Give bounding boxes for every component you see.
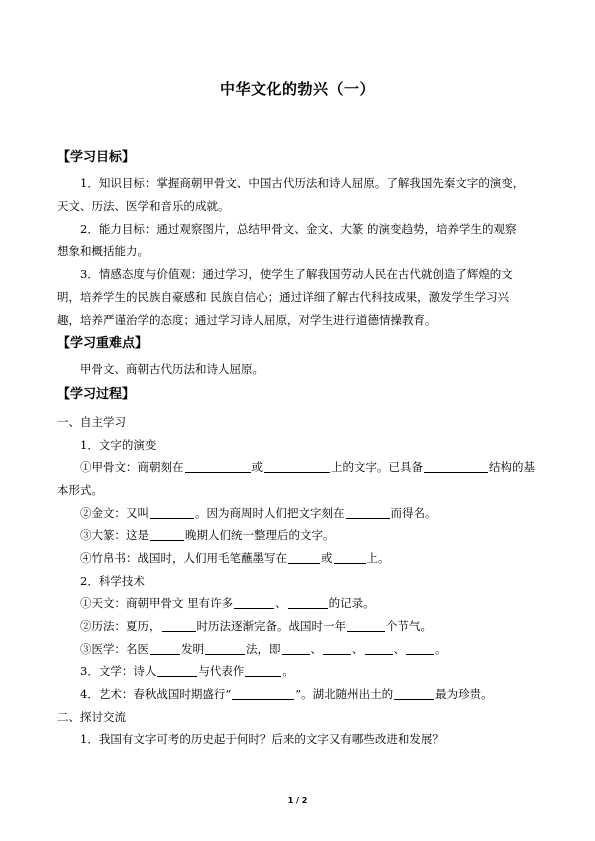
- medicine-text-d: 、: [310, 642, 322, 656]
- blank-field[interactable]: [288, 596, 328, 609]
- medicine-text-b: 发明: [181, 642, 204, 656]
- page-title: 中华文化的勃兴（一）: [219, 80, 375, 98]
- goal-3-line-3: 趣，培养严谨治学的态度；通过学习诗人屈原，对学生进行道德情操教育。: [57, 313, 437, 327]
- calendar-text-a: ②历法：夏历，: [80, 619, 161, 633]
- goal-3-line-1: 3．情感态度与价值观：通过学习，使学生了解我国劳动人民在古代就创造了辉煌的文: [80, 267, 513, 281]
- art-text-c: 最为珍贵。: [435, 687, 493, 701]
- goal-2-line-1: 2．能力目标：通过观察图片，总结甲骨文、金文、大篆 的演变趋势，培养学生的观察: [80, 222, 517, 236]
- blank-field[interactable]: [157, 664, 197, 677]
- goal-2-line-2: 想象和概括能力。: [57, 244, 149, 258]
- section-heading-goals: 【学习目标】: [57, 150, 136, 165]
- bamboo-text-c: 上。: [366, 551, 390, 565]
- blank-field[interactable]: [323, 642, 351, 655]
- blank-field[interactable]: [185, 460, 251, 473]
- section-heading-process: 【学习过程】: [57, 387, 136, 402]
- oracle-bone-text-c: 上的文字。已具备: [331, 460, 423, 474]
- bronze-text-a: ②金文：又叫: [80, 506, 149, 520]
- blank-field[interactable]: [150, 528, 184, 541]
- question-1: 1．我国有文字可考的历史起于何时？后来的文字又有哪些改进和发展？: [80, 732, 444, 746]
- art-line: [80, 687, 493, 702]
- blank-field[interactable]: [424, 460, 488, 473]
- medicine-text-a: ③医学：名医: [80, 642, 149, 656]
- blank-field[interactable]: [334, 551, 366, 564]
- blank-field[interactable]: [288, 551, 320, 564]
- bamboo-text-a: ④竹帛书：战国时，人们用毛笔蘸墨写在: [80, 551, 287, 565]
- great-seal-line: [80, 528, 335, 543]
- blank-field[interactable]: [282, 642, 310, 655]
- oracle-bone-text-d: 结构的基: [489, 460, 535, 474]
- part-1-heading: 一、自主学习: [57, 415, 126, 429]
- blank-field[interactable]: [234, 596, 274, 609]
- blank-field[interactable]: [347, 619, 385, 632]
- calendar-text-c: 个节气。: [386, 619, 432, 633]
- item-1-heading: 1．文字的演变: [80, 438, 157, 452]
- blank-field[interactable]: [245, 664, 281, 677]
- astronomy-text-b: 、: [275, 596, 287, 610]
- medicine-line: [80, 642, 447, 657]
- item-2-heading: 2．科学技术: [80, 574, 145, 588]
- oracle-bone-line-2: 本形式。: [57, 483, 103, 497]
- bamboo-silk-line: [80, 551, 390, 566]
- literature-text-b: 与代表作: [198, 664, 245, 678]
- medicine-text-g: 。: [435, 642, 447, 656]
- art-text-a: 4．艺术：春秋战国时期盛行“: [80, 687, 232, 701]
- art-text-b: ”。湖北随州出土的: [295, 687, 394, 701]
- blank-field[interactable]: [365, 642, 393, 655]
- goal-1-line-2: 天文、历法、医学和音乐的成就。: [57, 199, 230, 213]
- bronze-text-c: 而得名。: [390, 506, 437, 520]
- medicine-text-c: 法，即: [246, 642, 281, 656]
- blank-field[interactable]: [232, 687, 294, 700]
- calendar-line: [80, 619, 432, 634]
- page-number: 1 / 2: [287, 796, 308, 805]
- blank-field[interactable]: [394, 687, 434, 700]
- medicine-text-e: 、: [352, 642, 364, 656]
- blank-field[interactable]: [346, 506, 390, 519]
- calendar-text-b: 时历法逐渐完备。战国时一年: [196, 619, 346, 633]
- great-seal-text-b: 晚期人们统一整理后的文字。: [185, 528, 335, 542]
- section-heading-key-points: 【学习重难点】: [57, 336, 149, 351]
- literature-text-c: 。: [282, 664, 294, 678]
- oracle-bone-text-b: 或: [251, 460, 263, 474]
- blank-field[interactable]: [162, 619, 196, 632]
- blank-field[interactable]: [406, 642, 434, 655]
- medicine-text-f: 、: [393, 642, 405, 656]
- bronze-script-line: [80, 506, 437, 521]
- bronze-text-b: 。因为商周时人们把文字刻在: [195, 506, 345, 520]
- blank-field[interactable]: [150, 506, 194, 519]
- blank-field[interactable]: [264, 460, 330, 473]
- astronomy-text-c: 的记录。: [328, 596, 375, 610]
- blank-field[interactable]: [205, 642, 245, 655]
- astronomy-text-a: ①天文：商朝甲骨文 里有许多: [80, 596, 234, 610]
- bamboo-text-b: 或: [321, 551, 333, 565]
- blank-field[interactable]: [150, 642, 180, 655]
- goal-1-line-1: 1．知识目标：掌握商朝甲骨文、中国古代历法和诗人屈原。了解我国先秦文字的演变，: [80, 176, 525, 190]
- oracle-bone-line: [80, 460, 535, 475]
- great-seal-text-a: ③大篆：这是: [80, 528, 149, 542]
- literature-text-a: 3．文学：诗人: [80, 664, 157, 678]
- part-2-heading: 二、探讨交流: [57, 710, 126, 724]
- astronomy-line: [80, 596, 375, 611]
- literature-line: [80, 664, 294, 679]
- oracle-bone-text-a: ①甲骨文：商朝刻在: [80, 460, 184, 474]
- key-points-text: 甲骨文、商朝古代历法和诗人屈原。: [80, 362, 264, 376]
- goal-3-line-2: 明，培养学生的民族自豪感和 民族自信心；通过详细了解古代科技成果，激发学生学习兴: [57, 290, 510, 304]
